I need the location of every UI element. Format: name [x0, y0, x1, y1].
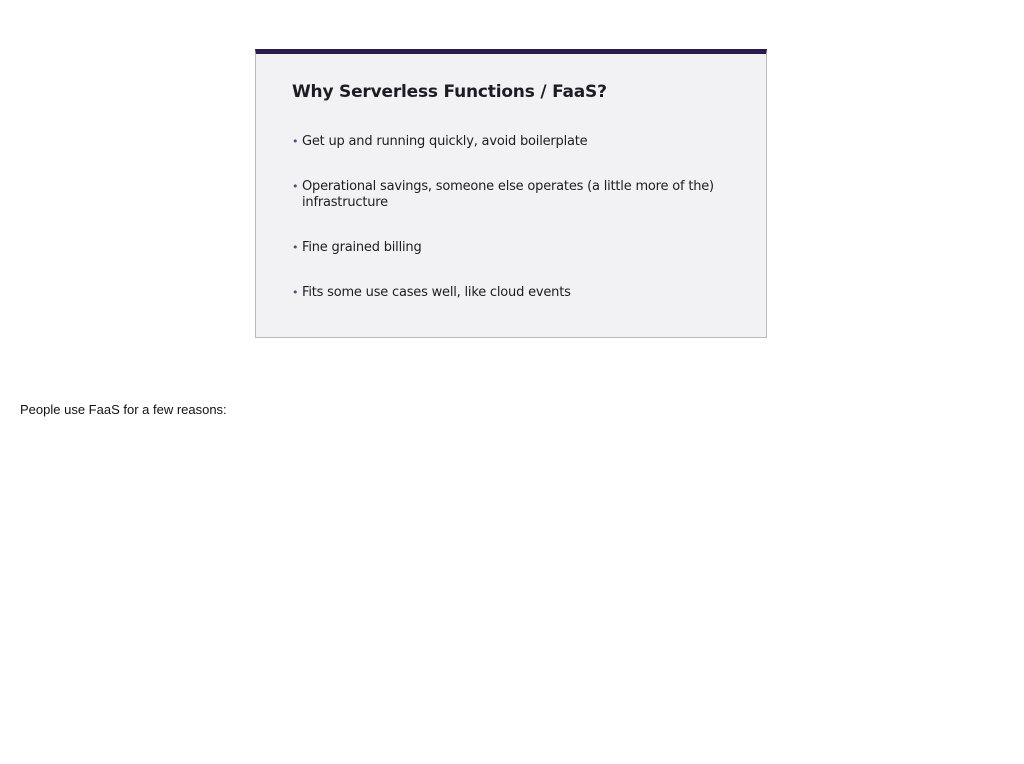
- bullet-item: [292, 285, 732, 301]
- bullet-item: [292, 179, 732, 211]
- bullet-item: [292, 134, 732, 150]
- bullet-item: [292, 240, 732, 256]
- slide-title: Why Serverless Functions / FaaS?: [292, 82, 607, 102]
- speaker-notes: People use FaaS for a few reasons:: [20, 402, 227, 417]
- bullet-dot-icon: •: [292, 286, 299, 299]
- bullet-text: Fits some use cases well, like cloud events: [302, 285, 571, 300]
- bullet-text: Operational savings, someone else operates (a little more of the) infrastructure: [302, 179, 714, 210]
- bullet-list: [292, 134, 732, 301]
- slide-card: [255, 49, 767, 338]
- bullet-dot-icon: •: [292, 241, 299, 254]
- bullet-dot-icon: •: [292, 180, 299, 193]
- bullet-text: Get up and running quickly, avoid boilerplate: [302, 134, 588, 149]
- bullet-text: Fine grained billing: [302, 240, 422, 255]
- bullet-dot-icon: •: [292, 135, 299, 148]
